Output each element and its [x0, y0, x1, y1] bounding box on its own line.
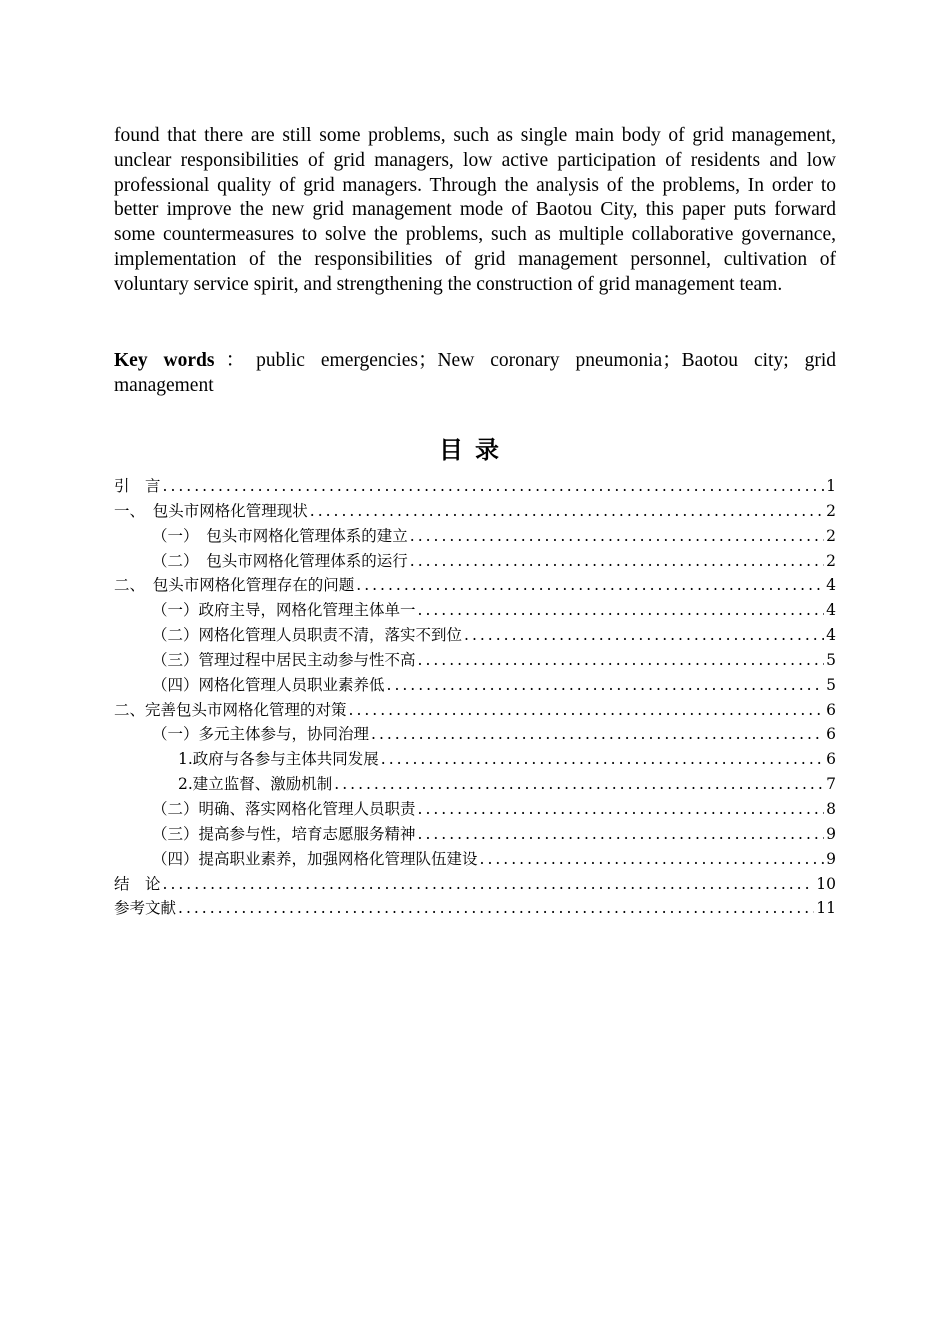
toc-entry-page: 2 — [826, 526, 836, 545]
toc-entry-page: 8 — [826, 799, 836, 818]
toc-leader — [418, 648, 825, 673]
toc-entry-page: 4 — [826, 626, 836, 645]
toc-entry[interactable] — [114, 797, 836, 822]
table-of-contents — [114, 474, 836, 921]
toc-entry-page: 6 — [826, 750, 836, 769]
toc-entry-page: 4 — [826, 576, 836, 595]
toc-entry-page: 2 — [826, 551, 836, 570]
toc-entry-page: 9 — [826, 849, 836, 868]
toc-entry-page: 9 — [826, 824, 836, 843]
toc-entry[interactable] — [114, 524, 836, 549]
toc-leader — [410, 524, 824, 549]
toc-leader — [334, 772, 824, 797]
toc-entry[interactable] — [114, 772, 836, 797]
toc-entry-page: 11 — [816, 899, 836, 918]
keywords-line — [114, 348, 836, 398]
toc-entry-page: 4 — [826, 601, 836, 620]
toc-entry-text: （四）提高职业素养，加强网格化管理队伍建设 — [152, 849, 478, 868]
toc-entry-text: 参考文献 — [114, 899, 177, 918]
toc-entry[interactable] — [114, 698, 836, 723]
toc-leader — [178, 896, 814, 921]
toc-entry-page: 5 — [826, 675, 836, 694]
toc-entry[interactable] — [114, 872, 836, 897]
toc-entry[interactable] — [114, 499, 836, 524]
toc-entry[interactable] — [114, 747, 836, 772]
toc-entry-text: （三）管理过程中居民主动参与性不高 — [152, 650, 416, 669]
toc-leader — [464, 623, 824, 648]
toc-entry-page: 7 — [826, 775, 836, 794]
toc-entry[interactable] — [114, 549, 836, 574]
toc-leader — [418, 822, 825, 847]
toc-entry-text: （二）明确、落实网格化管理人员职责 — [152, 799, 416, 818]
toc-entry-text: 一、 包头市网格化管理现状 — [114, 501, 308, 520]
toc-entry[interactable] — [114, 847, 836, 872]
toc-entry[interactable] — [114, 598, 836, 623]
toc-leader — [418, 797, 825, 822]
keywords-text: ：public emergencies；New coronary pneumonia；Baotou city; grid management — [114, 350, 836, 396]
toc-leader — [371, 722, 824, 747]
toc-entry-page: 6 — [826, 700, 836, 719]
toc-entry-text: 结 论 — [114, 874, 161, 893]
toc-leader — [163, 872, 815, 897]
toc-entry[interactable] — [114, 648, 836, 673]
toc-entry-text: （一） 包头市网格化管理体系的建立 — [152, 526, 408, 545]
toc-entry-page: 6 — [826, 725, 836, 744]
toc-entry[interactable] — [114, 722, 836, 747]
toc-leader — [310, 499, 824, 524]
toc-entry-text: （四）网格化管理人员职业素养低 — [152, 675, 385, 694]
toc-entry-text: 引 言 — [114, 477, 161, 495]
keywords-label: Key words — [114, 350, 215, 371]
toc-leader — [163, 474, 825, 499]
toc-entry-text: （一）多元主体参与，协同治理 — [152, 725, 370, 744]
toc-entry-text: 2.建立监督、激励机制 — [178, 775, 333, 794]
toc-entry-text: 二、 包头市网格化管理存在的问题 — [114, 576, 355, 595]
toc-entry-text: （一）政府主导，网格化管理主体单一 — [152, 601, 416, 620]
toc-leader — [480, 847, 825, 872]
toc-leader — [418, 598, 825, 623]
toc-entry[interactable] — [114, 573, 836, 598]
abstract-paragraph: found that there are still some problems, such as single main body of grid management, unclear responsibilities of grid managers, low active participation of residents and low professional quality of grid managers. Through the analysis of the problems, In order to better improve the new grid management mode of Baotou City, this paper puts forward some countermeasures to solve the problems, such as multiple collaborative governance, implementation of the responsibilities of grid management personnel, cultivation of voluntary service spirit, and strengthening the construction of grid management team. — [114, 125, 836, 295]
toc-entry[interactable] — [114, 623, 836, 648]
toc-leader — [356, 573, 824, 598]
toc-leader — [349, 698, 825, 723]
toc-entry-page: 5 — [826, 650, 836, 669]
toc-title: 目录 — [439, 436, 511, 464]
toc-entry-page: 2 — [826, 501, 836, 520]
toc-entry-page: 10 — [816, 874, 836, 893]
toc-entry[interactable] — [114, 474, 836, 499]
toc-entry-text: （二） 包头市网格化管理体系的运行 — [152, 551, 408, 570]
toc-entry-text: 1.政府与各参与主体共同发展 — [178, 750, 379, 769]
toc-leader — [387, 673, 825, 698]
toc-entry[interactable] — [114, 896, 836, 921]
toc-leader — [381, 747, 824, 772]
toc-entry-text: （二）网格化管理人员职责不清，落实不到位 — [152, 626, 463, 645]
toc-entry-text: 二、完善包头市网格化管理的对策 — [114, 700, 347, 719]
toc-entry[interactable] — [114, 822, 836, 847]
toc-leader — [410, 549, 824, 574]
toc-entry-text: （三）提高参与性，培育志愿服务精神 — [152, 824, 416, 843]
toc-entry-page: 1 — [826, 477, 836, 495]
toc-entry[interactable] — [114, 673, 836, 698]
